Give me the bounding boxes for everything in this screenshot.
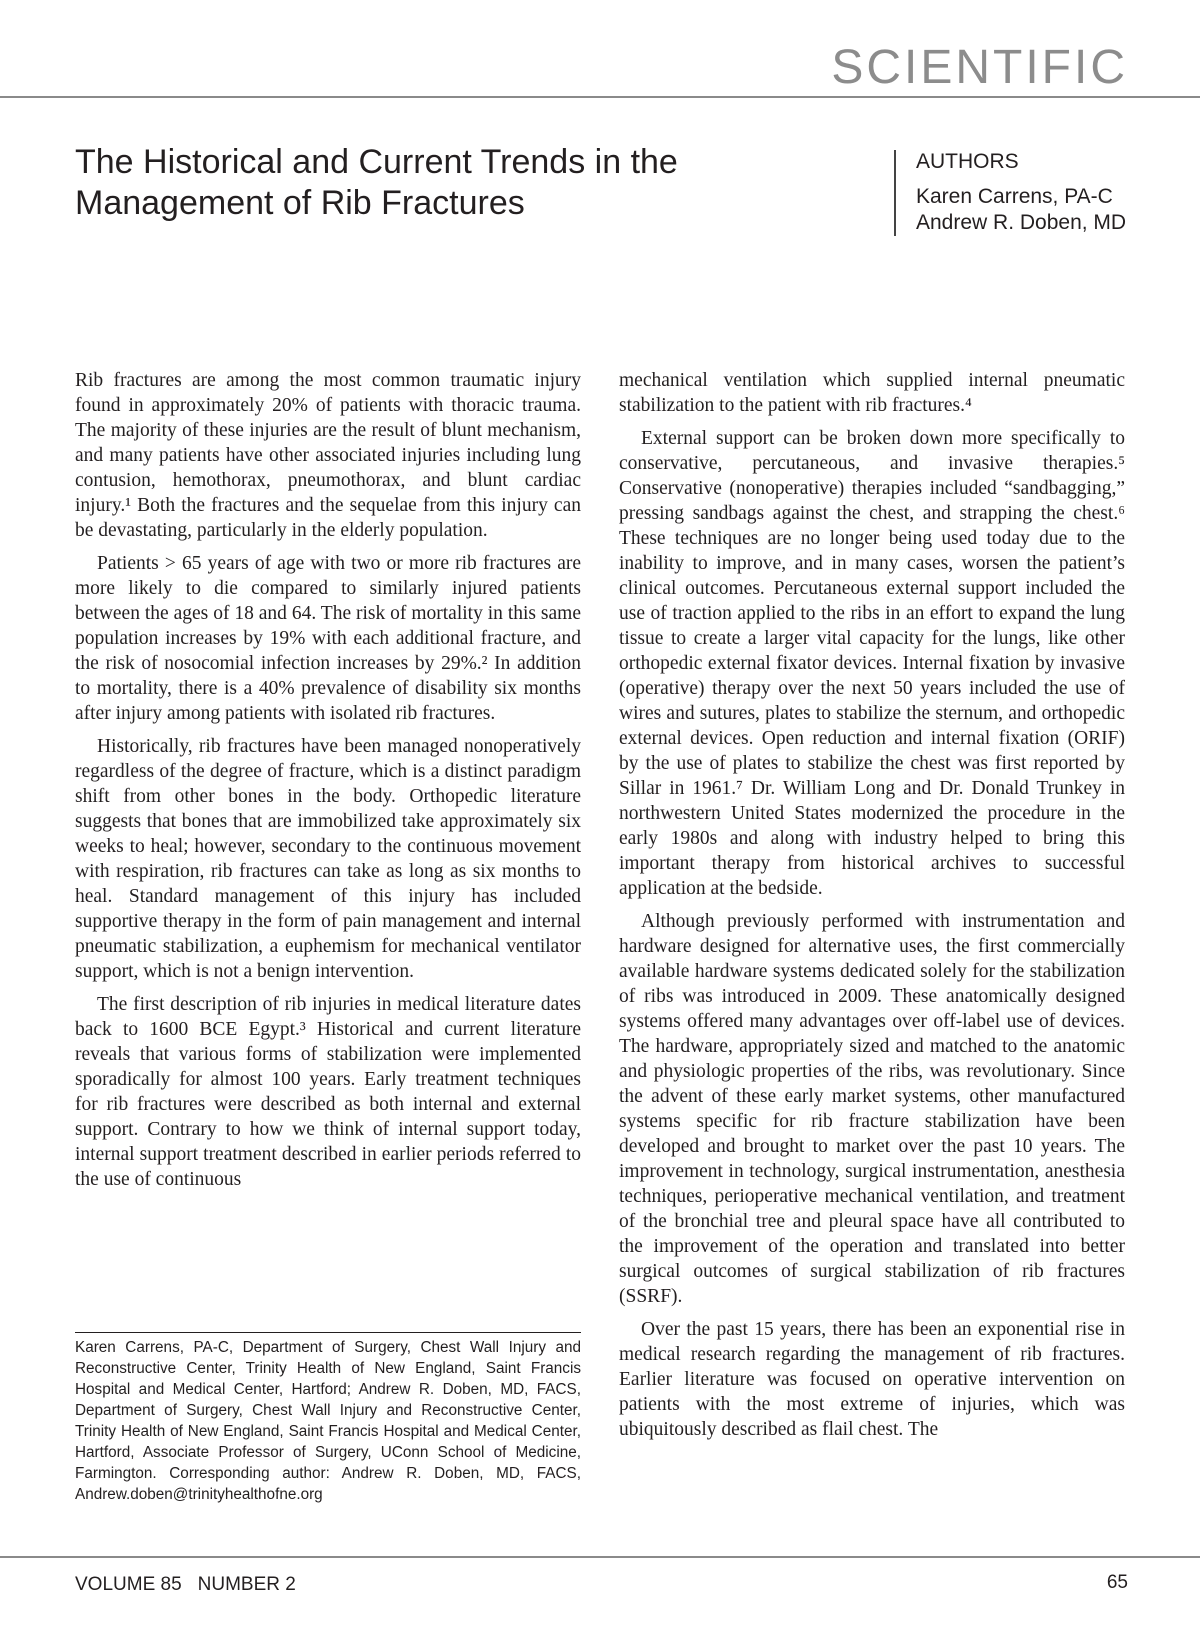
paragraph: External support can be broken down more specifically to conservative, percutaneous, and invasive therapies.⁵ Conservative (nonoperative) therapies included “sandbagging,” pressing sandbags against the chest, and strapping the chest.⁶ These techniques are no longer being used today due to the inability to improve, and in many cases, worsen the patient’s clinical outcomes. Percutaneous external support included the use of traction applied to the ribs in an effort to expand the lung tissue to create a larger vital capacity for the lungs, like other orthopedic external fixator devices. Internal fixation by invasive (operative) therapy over the next 50 years included the use of wires and sutures, plates to stabilize the sternum, and orthopedic external devices. Open reduction and internal fixation (ORIF) by the use of plates to stabilize the chest was first reported by Sillar in 1961.⁷ Dr. William Long and Dr. Donald Trunkey in northwestern United States modernized the procedure in the early 1980s and along with industry helped to bring this important therapy from historical archives to successful application at the bedside. <box>619 428 1125 899</box>
body-column-left <box>75 368 581 1200</box>
section-label: SCIENTIFIC <box>831 41 1128 94</box>
page-number: 65 <box>1106 1572 1128 1593</box>
paragraph: mechanical ventilation which supplied internal pneumatic stabilization to the patient with rib fractures.⁴ <box>619 370 1125 416</box>
paragraph: Over the past 15 years, there has been an exponential rise in medical research regarding the management of rib fractures. Earlier literature was focused on operative intervention on patients with the most extreme of injuries, which was ubiquitously described as flail chest. The <box>619 1319 1125 1440</box>
header-divider <box>0 96 1200 98</box>
paragraph: The first description of rib injuries in medical literature dates back to 1600 BCE Egypt.³ Historical and current literature reveals that various forms of stabilization were implemented sporadically for almost 100 years. Early treatment techniques for rib fractures were described as both internal and external support. Contrary to how we think of internal support today, internal support treatment described in earlier periods referred to the use of continuous <box>75 994 581 1190</box>
paragraph: Rib fractures are among the most common traumatic injury found in approximately 20% of patients with thoracic trauma. The majority of these injuries are the result of blunt mechanism, and many patients have other associated injuries including lung contusion, hemothorax, pneumothorax, and blunt cardiac injury.¹ Both the fractures and the sequelae from this injury can be devastating, particularly in the elderly population. <box>75 370 581 541</box>
footnote-divider <box>75 1332 581 1333</box>
authors-box <box>894 150 1126 236</box>
body-column-right <box>619 368 1125 1450</box>
volume-label: VOLUME 85 <box>75 1574 182 1595</box>
paragraph: Historically, rib fractures have been managed nonoperatively regardless of the degree of fracture, which is a distinct paradigm shift from other bones in the body. Orthopedic literature suggests that bones that are immobilized take approximately six weeks to heal; however, secondary to the continuous movement with respiration, rib fractures can take as long as six months to heal. Standard management of this injury has included supportive therapy in the form of pain management and internal pneumatic stabilization, a euphemism for mechanical ventilator support, which is not a benign intervention. <box>75 736 581 982</box>
journal-issue <box>75 1574 296 1596</box>
author-affiliation-footnote: Karen Carrens, PA-C, Department of Surgery, Chest Wall Injury and Reconstructive Center, Trinity Health of New England, Saint Francis Hospital and Medical Center, Hartford; Andrew R. Doben, MD, FACS, Department of Surgery, Chest Wall Injury and Reconstructive Center, Trinity Health of New England, Saint Francis Hospital and Medical Center, Hartford, Associate Professor of Surgery, UConn School of Medicine, Farmington. Corresponding author: Andrew R. Doben, MD, FACS, Andrew.doben@trinityhealthofne.org <box>75 1339 581 1503</box>
article-title: The Historical and Current Trends in the Management of Rib Fractures <box>75 143 678 222</box>
authors-heading: AUTHORS <box>916 150 1019 173</box>
paragraph: Although previously performed with instrumentation and hardware designed for alternative uses, the first commercially available hardware systems dedicated solely for the stabilization of ribs was introduced in 2009. These anatomically designed systems offered many advantages over off-label use of devices. The hardware, appropriately sized and matched to the anatomic and physiologic properties of the ribs, was revolutionary. Since the advent of these early market systems, other manufactured systems specific for rib fracture stabilization have been developed and brought to market over the past 10 years. The improvement in technology, surgical instrumentation, anesthesia techniques, perioperative mechanical ventilation, and treatment of the bronchial tree and pleural space have all contributed to the improvement of the operation and translated into better surgical outcomes of surgical stabilization of rib fractures (SSRF). <box>619 911 1125 1307</box>
footer-divider <box>0 1556 1200 1558</box>
paragraph: Patients > 65 years of age with two or more rib fractures are more likely to die compared to similarly injured patients between the ages of 18 and 64. The risk of mortality in this same population increases by 19% with each additional fracture, and the risk of nosocomial infection increases by 29%.² In addition to mortality, there is a 40% prevalence of disability six months after injury among patients with isolated rib fractures. <box>75 553 581 724</box>
author-name: Andrew R. Doben, MD <box>916 211 1127 234</box>
author-name: Karen Carrens, PA-C <box>916 185 1113 208</box>
issue-number-label: NUMBER 2 <box>197 1574 296 1595</box>
